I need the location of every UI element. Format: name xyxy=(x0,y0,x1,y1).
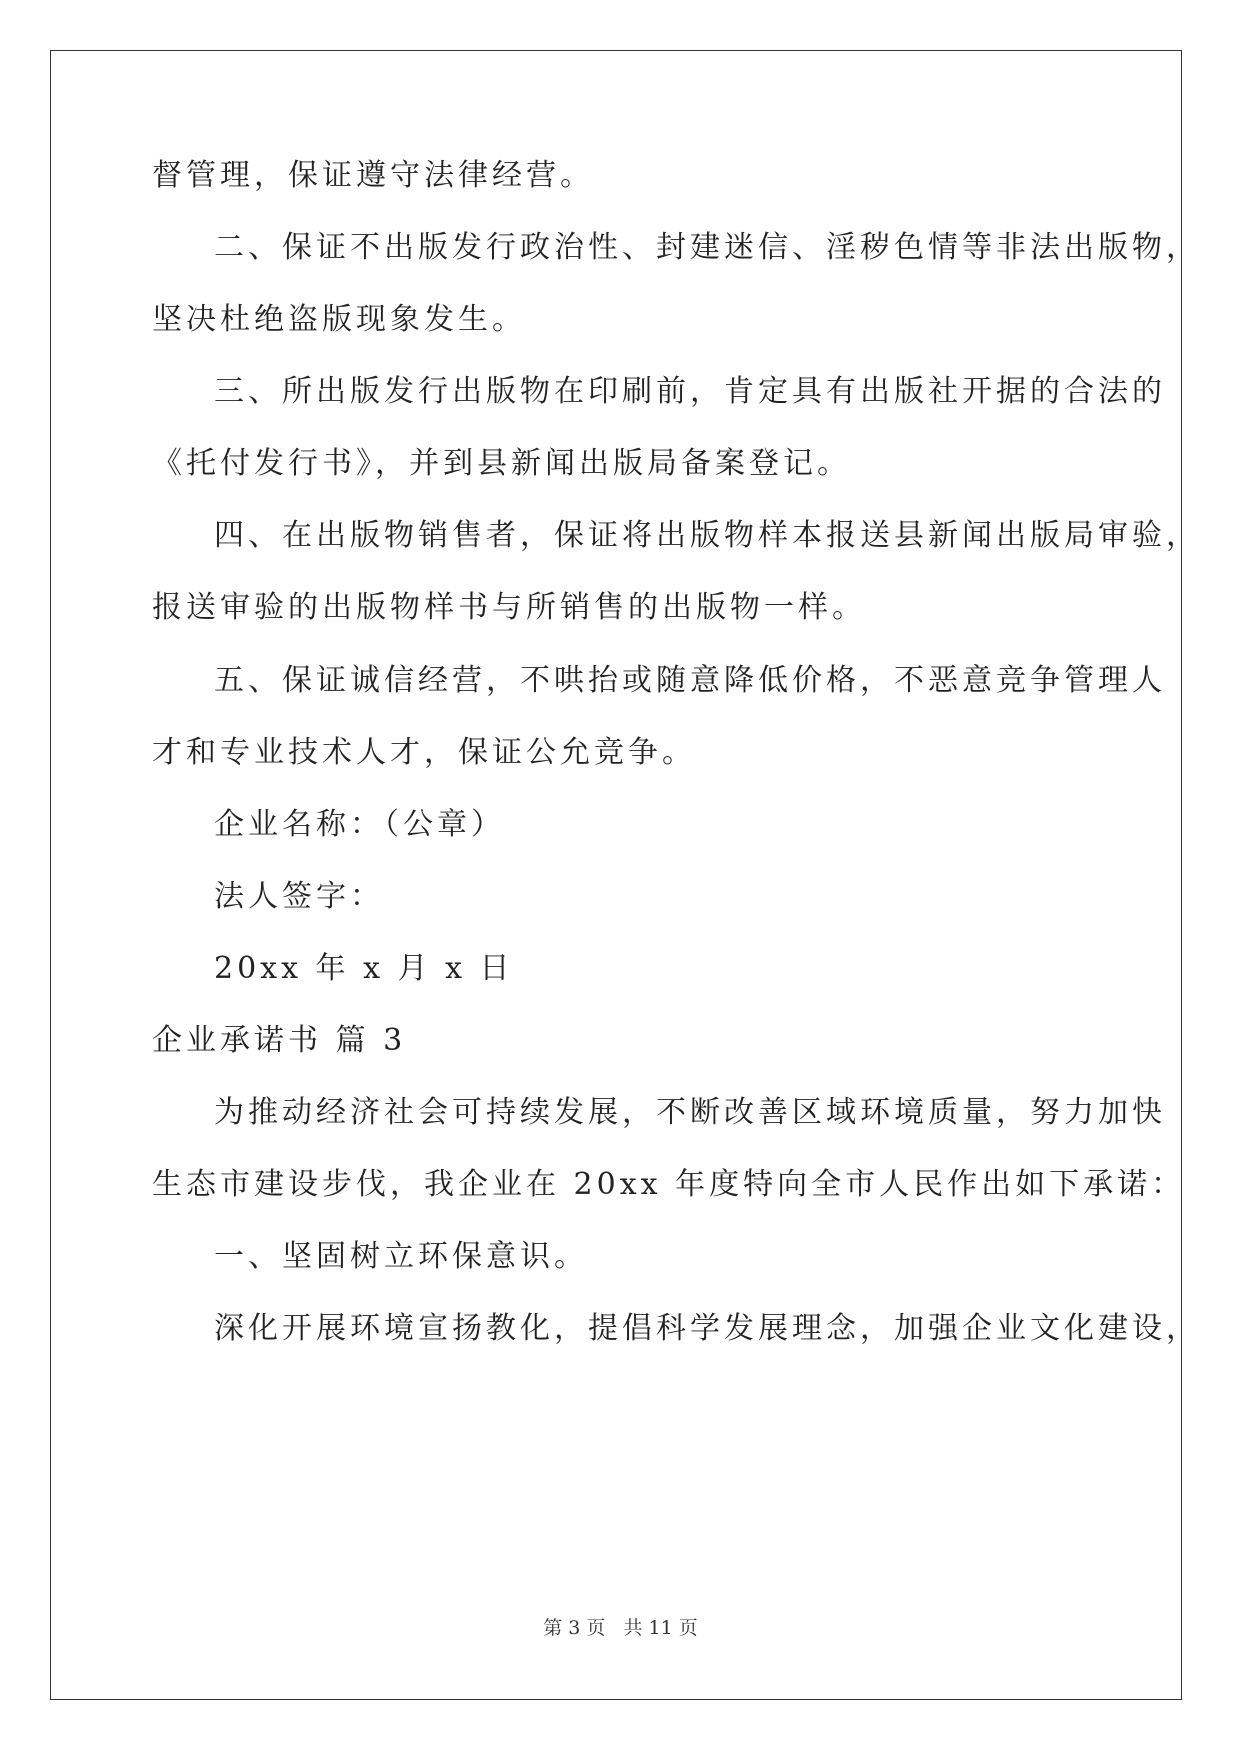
text-line: 为推动经济社会可持续发展，不断改善区域环境质量，努力加快 xyxy=(214,1095,1166,1130)
page-number: 第 3 页 xyxy=(543,1617,606,1639)
text-line: 生态市建设步伐，我企业在 20xx 年度特向全市人民作出如下承诺： xyxy=(152,1167,1186,1202)
text-line: 四、在出版物销售者，保证将出版物样本报送县新闻出版局审验， xyxy=(214,518,1200,553)
signature-line: 法人签字： xyxy=(214,879,384,914)
page-border xyxy=(50,50,1182,1700)
text-line: 《托付发行书》，并到县新闻出版局备案登记。 xyxy=(152,446,851,481)
text-line: 三、所出版发行出版物在印刷前，肯定具有出版社开据的合法的 xyxy=(214,374,1166,409)
text-line: 一、坚固树立环保意识。 xyxy=(214,1239,588,1274)
section-heading: 企业承诺书 篇 3 xyxy=(152,1023,407,1058)
date-line: 20xx 年 x 月 x 日 xyxy=(214,951,514,986)
page-footer xyxy=(0,1616,1241,1640)
text-line: 五、保证诚信经营，不哄抬或随意降低价格，不恶意竞争管理人 xyxy=(214,663,1166,698)
text-line: 督管理，保证遵守法律经营。 xyxy=(152,158,594,193)
text-line: 才和专业技术人才，保证公允竞争。 xyxy=(152,735,696,770)
text-line: 二、保证不出版发行政治性、封建迷信、淫秽色情等非法出版物， xyxy=(214,230,1200,265)
text-line: 报送审验的出版物样书与所销售的出版物一样。 xyxy=(152,590,866,625)
text-line: 深化开展环境宣扬教化，提倡科学发展理念，加强企业文化建设， xyxy=(214,1311,1200,1346)
page-total: 共 11 页 xyxy=(623,1617,698,1639)
text-line: 坚决杜绝盗版现象发生。 xyxy=(152,302,526,337)
company-name-line: 企业名称：（公章） xyxy=(214,807,505,842)
